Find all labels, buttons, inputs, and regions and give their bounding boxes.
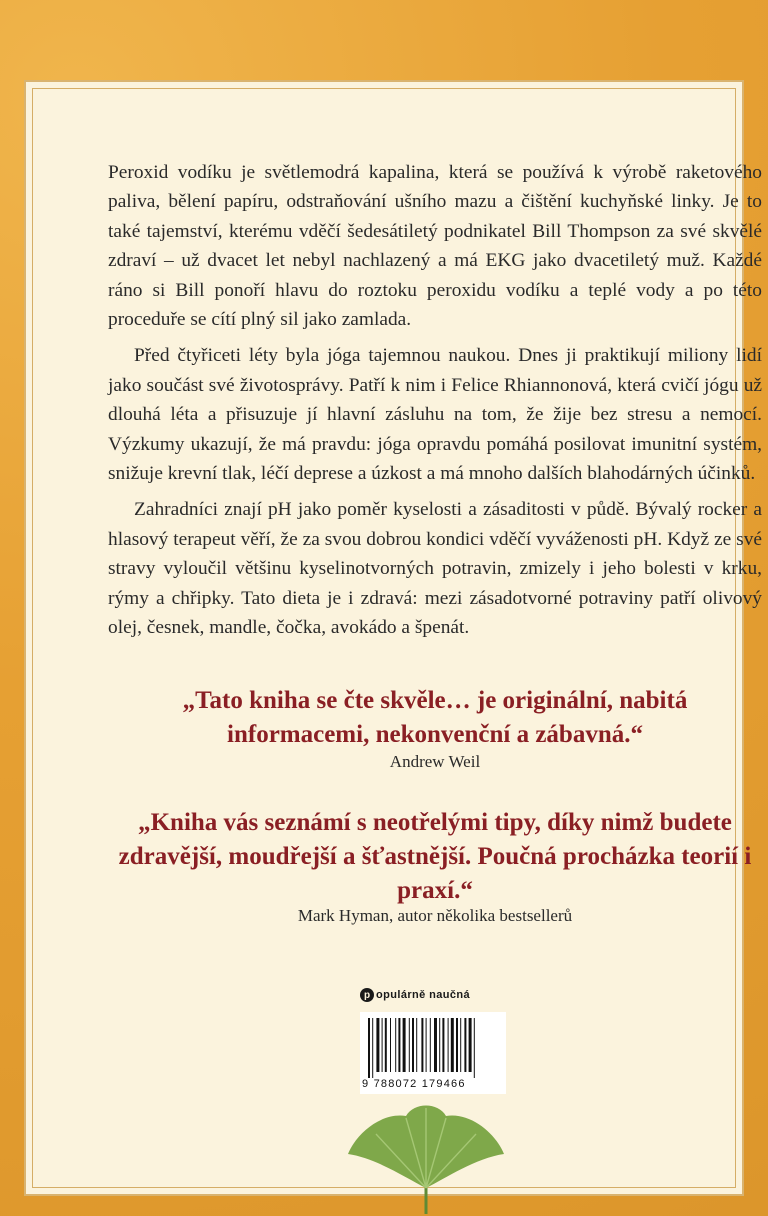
publisher-logo xyxy=(360,984,520,1006)
blurb-paragraph: Zahradníci znají pH jako poměr kyselosti a zásaditosti v půdě. Bývalý rocker a hlasový terapeut věří, že za svou dobrou kondici vděčí vyváženosti pH. Když ze své stravy vyloučil většinu kyselinotvorných potravin, zmizely i jeho bolesti v krku, rýmy a chřipky. Tato dieta je i zdravá: mezi zásadotvorné potraviny patří olivový olej, česnek, mandle, čočka, avokádo a špenát. xyxy=(108,499,762,639)
review-author: Andrew Weil xyxy=(389,752,481,771)
publisher-logo-icon: p xyxy=(360,988,374,1002)
blurb-text xyxy=(108,158,762,650)
review-quote: „Tato kniha se čte skvěle… je originální, nabitá informacemi, nekonvenční a zábavná.“ xyxy=(182,687,688,748)
isbn-barcode xyxy=(360,1012,506,1094)
barcode-bars xyxy=(368,1018,498,1078)
isbn-number: 9 788072 179466 xyxy=(362,1078,466,1090)
review-author: Mark Hyman, autor několika bestsellerů xyxy=(297,906,573,925)
blurb-paragraph: Před čtyřiceti léty byla jóga tajemnou naukou. Dnes ji praktikují miliony lidí jako součást své životosprávy. Patří k nim i Felice Rhiannonová, která cvičí jógu už dlouhá léta a přisuzuje jí hlavní zásluhu na tom, že žije bez stresu a nemocí. Výzkumy ukazují, že má pravdu: jóga opravdu pomáhá posilovat imunitní systém, snižuje krevní tlak, léčí deprese a úzkost a má mnoho dalších blahodárných účinků. xyxy=(108,345,762,485)
ginkgo-leaf-icon xyxy=(336,1094,516,1216)
blurb-paragraph: Peroxid vodíku je světlemodrá kapalina, která se používá k výrobě raketového paliva, bělení papíru, odstraňování ušního mazu a čištění kuchyňské linky. Je to také tajemství, kterému vděčí šedesátiletý podnikatel Bill Thompson za své skvělé zdraví – už dvacet let nebyl nachlazený a má EKG jako dvacetiletý muž. Každé ráno si Bill ponoří hlavu do roztoku peroxidu vodíku a teplé vody a po této proceduře se cítí plný sil jako zamlada. xyxy=(108,162,762,331)
publisher-name: opulárně naučná xyxy=(376,989,471,1001)
review-quote: „Kniha vás seznámí s neotřelými tipy, díky nimž budete zdravější, moudřejší a šťastnější. Poučná procházka teorií i praxí.“ xyxy=(118,809,752,904)
